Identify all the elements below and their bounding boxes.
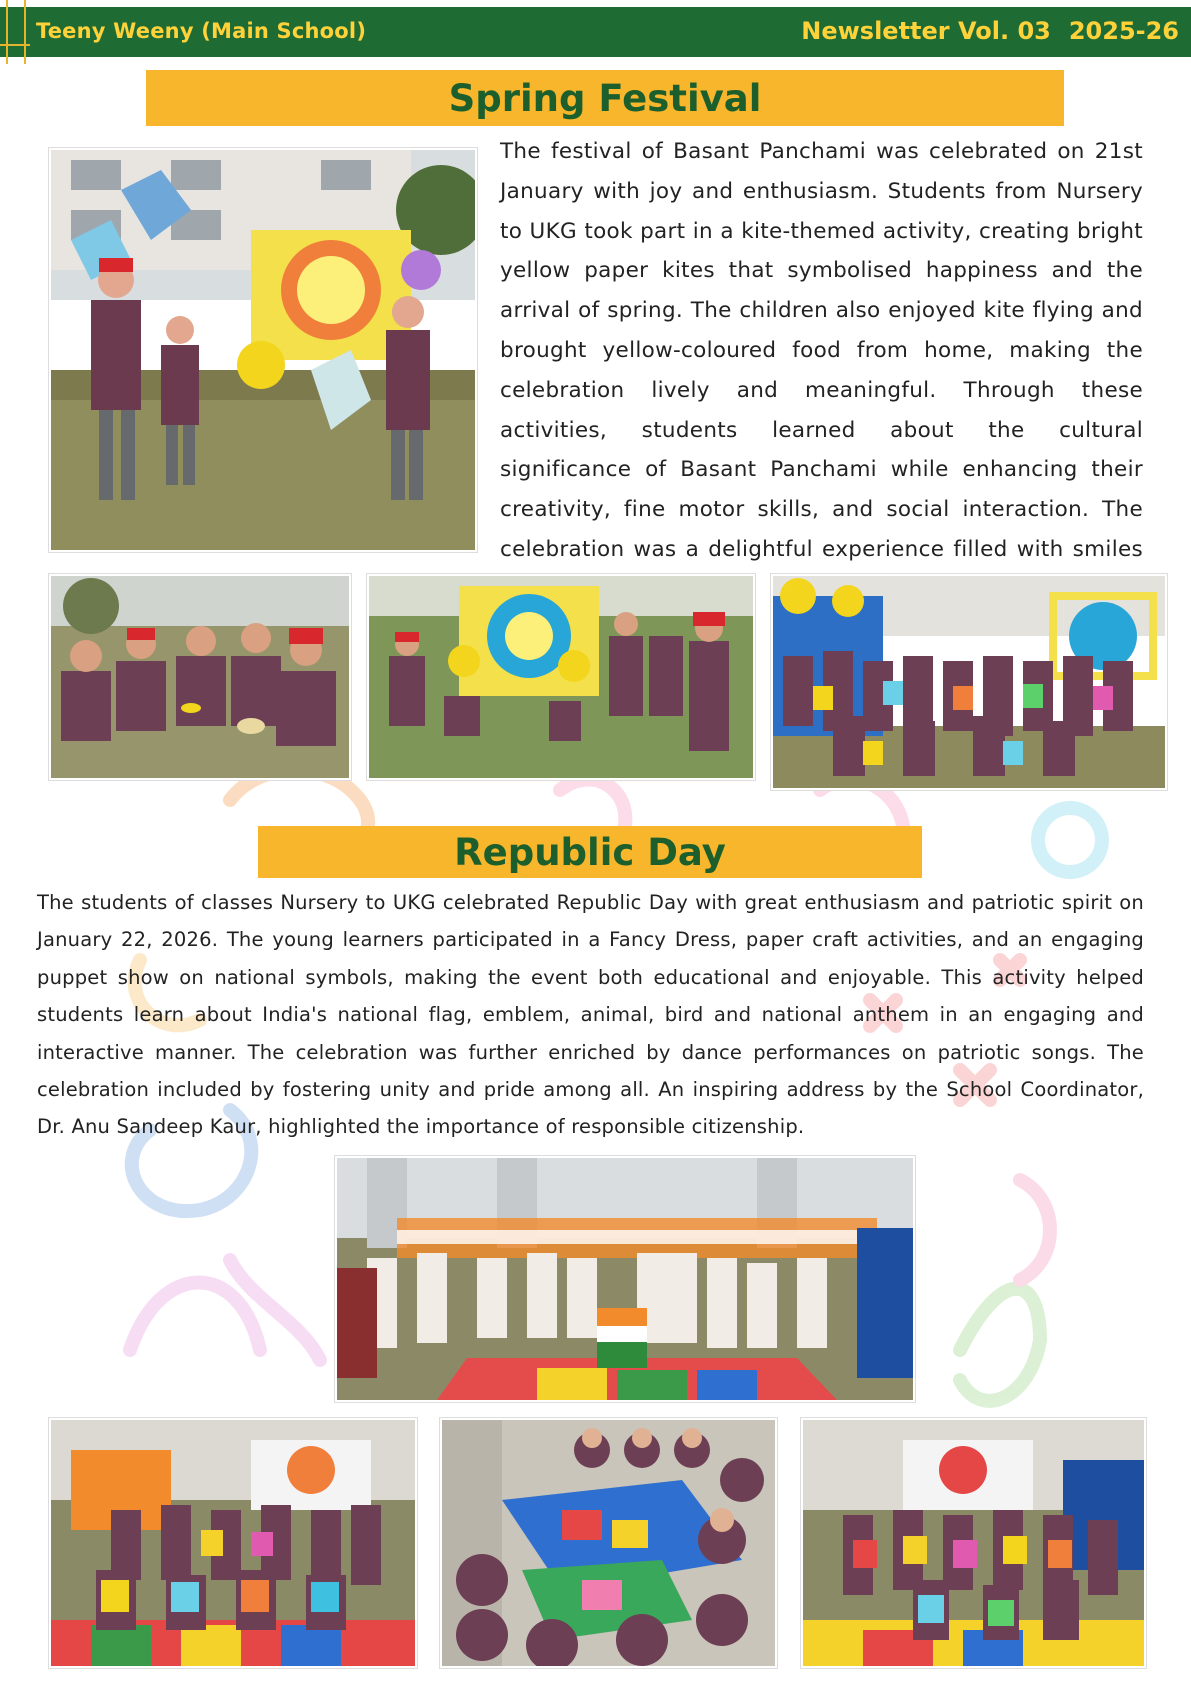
- spring-photo-1: [49, 574, 351, 780]
- spring-main-photo: [49, 148, 477, 552]
- republic-day-text: The students of classes Nursery to UKG celebrated Republic Day with great enthusiasm and patriotic spirit on January 22, 2026. The young learners participated in a Fancy Dress, paper craft activities, and an engaging puppet show on national symbols, making the event both educational and enjoyable. This activity helped students learn about India's national flag, emblem, animal, bird and national anthem in an engaging and interactive manner. The celebration was further enriched by dance performances on patriotic songs. The celebration included by fostering unity and pride among all. An inspiring address by the School Coordinator, Dr. Anu Sandeep Kaur, highlighted the importance of responsible citizenship.: [37, 891, 1144, 1139]
- spring-festival-text: The festival of Basant Panchami was celebrated on 21st January with joy and enthusiasm. Students from Nursery to UKG took part in a kite-themed activity, creating bright yellow paper kites that symbolised happiness and the arrival of spring. The children also enjoyed kite flying and brought yellow-coloured food from home, making the celebration lively and meaningful. Through these activities, students learned about the cultural significance of Basant Panchami while enhancing their creativity, fine motor skills, and social interaction. The celebration was a delightful experience filled with smiles: [500, 139, 1143, 562]
- newsletter-header: [0, 7, 1191, 57]
- spring-photo-2: [367, 574, 755, 780]
- academic-year: 2025-26: [1068, 17, 1179, 45]
- spring-photo-3: [771, 574, 1167, 790]
- republic-photo-2: [440, 1418, 777, 1668]
- republic-day-title: Republic Day: [454, 830, 726, 874]
- republic-day-banner: [258, 826, 922, 878]
- republic-photo-3: [801, 1418, 1146, 1668]
- school-name: Teeny Weeny (Main School): [36, 19, 367, 43]
- republic-photo-1: [49, 1418, 417, 1668]
- republic-main-photo: [335, 1156, 915, 1402]
- newsletter-volume: [801, 17, 1179, 45]
- header-ornament: [6, 0, 26, 64]
- spring-festival-title: Spring Festival: [448, 76, 762, 120]
- spring-festival-banner: [146, 70, 1064, 126]
- newsletter-title: Newsletter Vol. 03: [801, 17, 1051, 45]
- header-ornament-line: [0, 44, 30, 46]
